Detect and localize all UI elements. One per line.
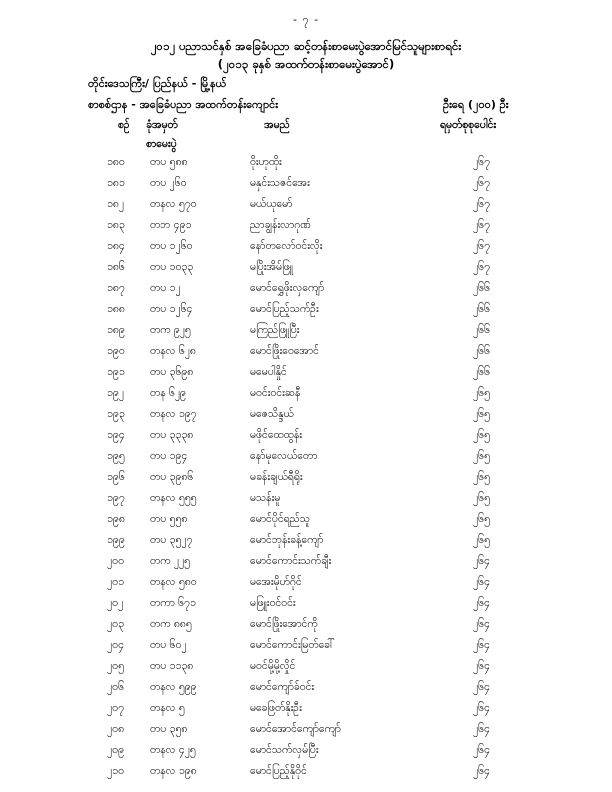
row-number: ၂၁၀ <box>107 765 124 777</box>
row-number: ၂၀၉ <box>107 744 124 756</box>
student-name: မခန်းချယ်ရီရိုး <box>250 471 303 483</box>
roll-number: တပ ၅၅၈ <box>150 513 188 525</box>
total-score: ၂၆၅ <box>473 534 490 546</box>
student-name: မောင်ကောင်းမြတ်ခေါ် <box>250 639 335 651</box>
table-row <box>0 321 612 342</box>
row-number: ၁၉၈ <box>107 513 125 525</box>
table-row <box>0 195 612 216</box>
column-header-roll-sub: စာမေးပွဲ <box>146 138 177 150</box>
roll-number: တပ ၁၉၄ <box>150 450 188 462</box>
student-name: မအေးမိုဟ်ဂိုင် <box>250 576 302 588</box>
roll-number: တပ ၅၈၈ <box>150 156 188 168</box>
row-number: ၂၀၀ <box>107 555 124 567</box>
table-row <box>0 552 612 573</box>
row-number: ၁၈၁ <box>107 177 125 189</box>
roll-number: တကာ ၆၇၁ <box>150 597 196 609</box>
roll-number: တပ ၁၂ <box>150 282 181 294</box>
total-score: ၂၆၇ <box>473 177 490 189</box>
total-score: ၂၆၆ <box>473 303 490 315</box>
page-number: - ၇ - <box>292 13 320 26</box>
column-header-no: စဉ် <box>118 119 130 131</box>
total-count-label: ဦးရေ (၂၀၀) ဦး <box>443 98 509 111</box>
row-number: ၁၉၆ <box>107 471 125 483</box>
row-number: ၂၀၆ <box>107 681 124 693</box>
table-row <box>0 594 612 615</box>
row-number: ၁၈၉ <box>107 324 125 336</box>
total-score: ၂၆၇ <box>473 156 490 168</box>
document-subtitle: (၂၀၁၃ ခုနှစ် အထက်တန်းစာမေးပွဲအောင်) <box>217 57 395 71</box>
student-name: မောင်ကောင်းသက်ချီး <box>250 555 332 567</box>
row-number: ၂၀၂ <box>107 597 124 609</box>
table-row <box>0 636 612 657</box>
row-number: ၁၈၃ <box>107 219 125 231</box>
row-number: ၁၉၃ <box>107 408 125 420</box>
total-score: ၂၆၆ <box>473 366 490 378</box>
roll-number: တနလ ၄၂၅ <box>150 744 196 756</box>
row-number: ၁၉၇ <box>107 492 125 504</box>
student-name: မဖြူးဝင်ဝင်း <box>250 597 296 609</box>
student-name: မောင်ပြည့်နိုဝိုင် <box>250 765 307 777</box>
exam-center-label: စာစစ်ဌာန - အခြေခံပညာ အထက်တန်းကျောင်း <box>88 98 278 111</box>
table-row <box>0 510 612 531</box>
table-row <box>0 279 612 300</box>
table-row <box>0 258 612 279</box>
total-score: ၂၆၇ <box>473 240 490 252</box>
row-number: ၁၈၂ <box>107 198 125 210</box>
total-score: ၂၆၄ <box>473 555 490 567</box>
row-number: ၁၈၆ <box>107 261 125 273</box>
total-score: ၂၆၄ <box>473 660 490 672</box>
table-row <box>0 468 612 489</box>
roll-number: တပ ၁၂၆၄ <box>150 303 193 315</box>
student-name: ဝိုးဟုထိုး <box>250 156 282 168</box>
roll-number: တပ ၁၂၆၀ <box>150 240 193 252</box>
column-header-roll: ခုံအမှတ် <box>146 119 178 131</box>
row-number: ၁၈၈ <box>107 303 125 315</box>
row-number: ၁၉၁ <box>107 366 125 378</box>
table-row <box>0 426 612 447</box>
roll-number: တနလ ၅၉၉ <box>150 681 197 693</box>
roll-number: တက ၂၂၅ <box>150 555 191 567</box>
row-number: ၁၉၄ <box>107 429 125 441</box>
roll-number: တက ၈၈၅ <box>150 618 192 630</box>
total-score: ၂၆၇ <box>473 261 490 273</box>
roll-number: တပ ၃၆၉၈ <box>150 366 194 378</box>
row-number: ၂၀၅ <box>107 660 124 672</box>
table-row <box>0 678 612 699</box>
total-score: ၂၆၄ <box>473 765 490 777</box>
table-row <box>0 216 612 237</box>
total-score: ၂၆၄ <box>473 681 490 693</box>
total-score: ၂၆၅ <box>473 471 490 483</box>
table-row <box>0 153 612 174</box>
student-name: မယ်ယုမော် <box>250 198 293 210</box>
student-name: မောင်ဘုန်းခန့်ကျော် <box>250 534 324 546</box>
total-score: ၂၆၅ <box>473 387 490 399</box>
row-number: ၁၉၂ <box>107 387 124 399</box>
document-title: ၂၀၁၂ ပညာသင်နှစ် အခြေခံပညာ ဆင့်တန်းစာမေးပွဲအောင်မြင်သူများစာရင်း <box>150 39 462 53</box>
student-name: မခေဖြတ်နိုးဦး <box>250 702 302 714</box>
roll-number: တနလ ၅ <box>150 702 185 714</box>
total-score: ၂၆၅ <box>473 450 490 462</box>
table-row <box>0 300 612 321</box>
column-header-name: အမည် <box>264 119 290 131</box>
region-label: တိုင်းဒေသကြီး/ ပြည်နယ် - မြို့နယ် <box>88 77 227 90</box>
table-row <box>0 699 612 720</box>
roll-number: တနလ ၅၈၀ <box>150 576 197 588</box>
total-score: ၂၆၄ <box>473 618 490 630</box>
table-row <box>0 342 612 363</box>
total-score: ၂၆၄ <box>473 744 490 756</box>
student-name: မောင်ဖြိုးအောင်ကို <box>250 618 318 630</box>
total-score: ၂၆၄ <box>473 702 490 714</box>
table-row <box>0 174 612 195</box>
total-score: ၂၆၇ <box>473 219 490 231</box>
student-name: မဝင်မို့မို့လှိုင် <box>250 660 296 672</box>
total-score: ၂၆၄ <box>473 597 490 609</box>
roll-number: တနလ ၁၉၈ <box>150 765 197 777</box>
student-name: မနှင်းသဇင်အေး <box>250 177 310 189</box>
table-row <box>0 447 612 468</box>
roll-number: တန ၆၂၉ <box>150 387 186 399</box>
student-name: မောင်အောင်ကျော်ကျော် <box>250 723 341 735</box>
table-row <box>0 615 612 636</box>
student-name: မောင်ကျော်ခ်ဝင်း <box>250 681 315 693</box>
roll-number: တဘ ၄၉၁ <box>150 219 192 231</box>
roll-number: တနလ ၅၅၅ <box>150 492 197 504</box>
student-name: နော်မုလေယ်တော <box>250 450 318 462</box>
student-name: မပြိုးအိမ်ဖြူ <box>250 261 293 273</box>
row-number: ၁၉၅ <box>107 450 125 462</box>
student-name: မောင်ရွှေဖိုးလှကျော် <box>250 282 325 294</box>
total-score: ၂၆၅ <box>473 429 490 441</box>
total-score: ၂၆၄ <box>473 723 490 735</box>
row-number: ၁၈၇ <box>107 282 125 294</box>
row-number: ၁၈၀ <box>107 156 125 168</box>
total-score: ၂၆၄ <box>473 576 490 588</box>
roll-number: တက ၉၂၅ <box>150 324 191 336</box>
table-row <box>0 363 612 384</box>
student-name: မောင်ဖြိုးဝေအောင် <box>250 345 319 357</box>
table-row <box>0 489 612 510</box>
roll-number: တပ ၃၃၃၈ <box>150 429 194 441</box>
student-name: မောင်ပိုင်ရည်သူ <box>250 513 310 525</box>
column-header-score: ရမှတ်စုစုပေါင်း <box>440 119 497 131</box>
table-row <box>0 657 612 678</box>
total-score: ၂၆၇ <box>473 198 490 210</box>
table-row <box>0 237 612 258</box>
table-row <box>0 531 612 552</box>
row-number: ၂၀၁ <box>107 576 124 588</box>
table-row <box>0 741 612 762</box>
student-name: မကြည်ဖြူပြီး <box>250 324 300 336</box>
table-row <box>0 720 612 741</box>
roll-number: တနလ ၅၇၀ <box>150 198 197 210</box>
row-number: ၂၀၇ <box>107 702 124 714</box>
table-row <box>0 384 612 405</box>
row-number: ၂၀၃ <box>107 618 124 630</box>
student-name: မဇေသိန္ဒယ် <box>250 408 294 420</box>
row-number: ၁၈၄ <box>107 240 125 252</box>
table-row <box>0 762 612 783</box>
roll-number: တနလ ၁၉၇ <box>150 408 197 420</box>
total-score: ၂၆၆ <box>473 282 490 294</box>
roll-number: တပ ၁၀၃၃ <box>150 261 194 273</box>
roll-number: တပ ၃၅၈ <box>150 723 188 735</box>
roll-number: တပ ၃၉၈၆ <box>150 471 194 483</box>
row-number: ၁၉၉ <box>107 534 125 546</box>
results-table <box>0 153 612 783</box>
roll-number: တပ ၁၁၃၈ <box>150 660 194 672</box>
roll-number: တပ ၃၅၂၇ <box>150 534 193 546</box>
total-score: ၂၆၆ <box>473 345 490 357</box>
total-score: ၂၆၅ <box>473 408 490 420</box>
roll-number: တနလ ၆၂၈ <box>150 345 196 357</box>
student-name: မဝင်းဝင်းဆနီ <box>250 387 301 399</box>
student-name: မောင်ပြည့်သက်ဦး <box>250 303 319 315</box>
row-number: ၁၉၀ <box>107 345 125 357</box>
student-name: မမေပါနှိုင် <box>250 366 287 378</box>
total-score: ၂၆၅ <box>473 513 490 525</box>
total-score: ၂၆၅ <box>473 492 490 504</box>
roll-number: တပ ၆၀၂ <box>150 639 187 651</box>
total-score: ၂၆၄ <box>473 639 490 651</box>
student-name: ညာချွန်းလာဂုဏ် <box>250 219 311 231</box>
row-number: ၂၀၄ <box>107 639 124 651</box>
student-name: မဖိုင်ထေထွန်း <box>250 429 302 441</box>
student-name: မောင်သက်လှမ်ပြီး <box>250 744 319 756</box>
total-score: ၂၆၆ <box>473 324 490 336</box>
student-name: မသန်းမူ <box>250 492 281 504</box>
roll-number: တပ ၂၆၀ <box>150 177 187 189</box>
table-row <box>0 405 612 426</box>
table-row <box>0 573 612 594</box>
row-number: ၂၀၈ <box>107 723 125 735</box>
student-name: နော်တလော်ဝင်းလိုး <box>250 240 323 252</box>
